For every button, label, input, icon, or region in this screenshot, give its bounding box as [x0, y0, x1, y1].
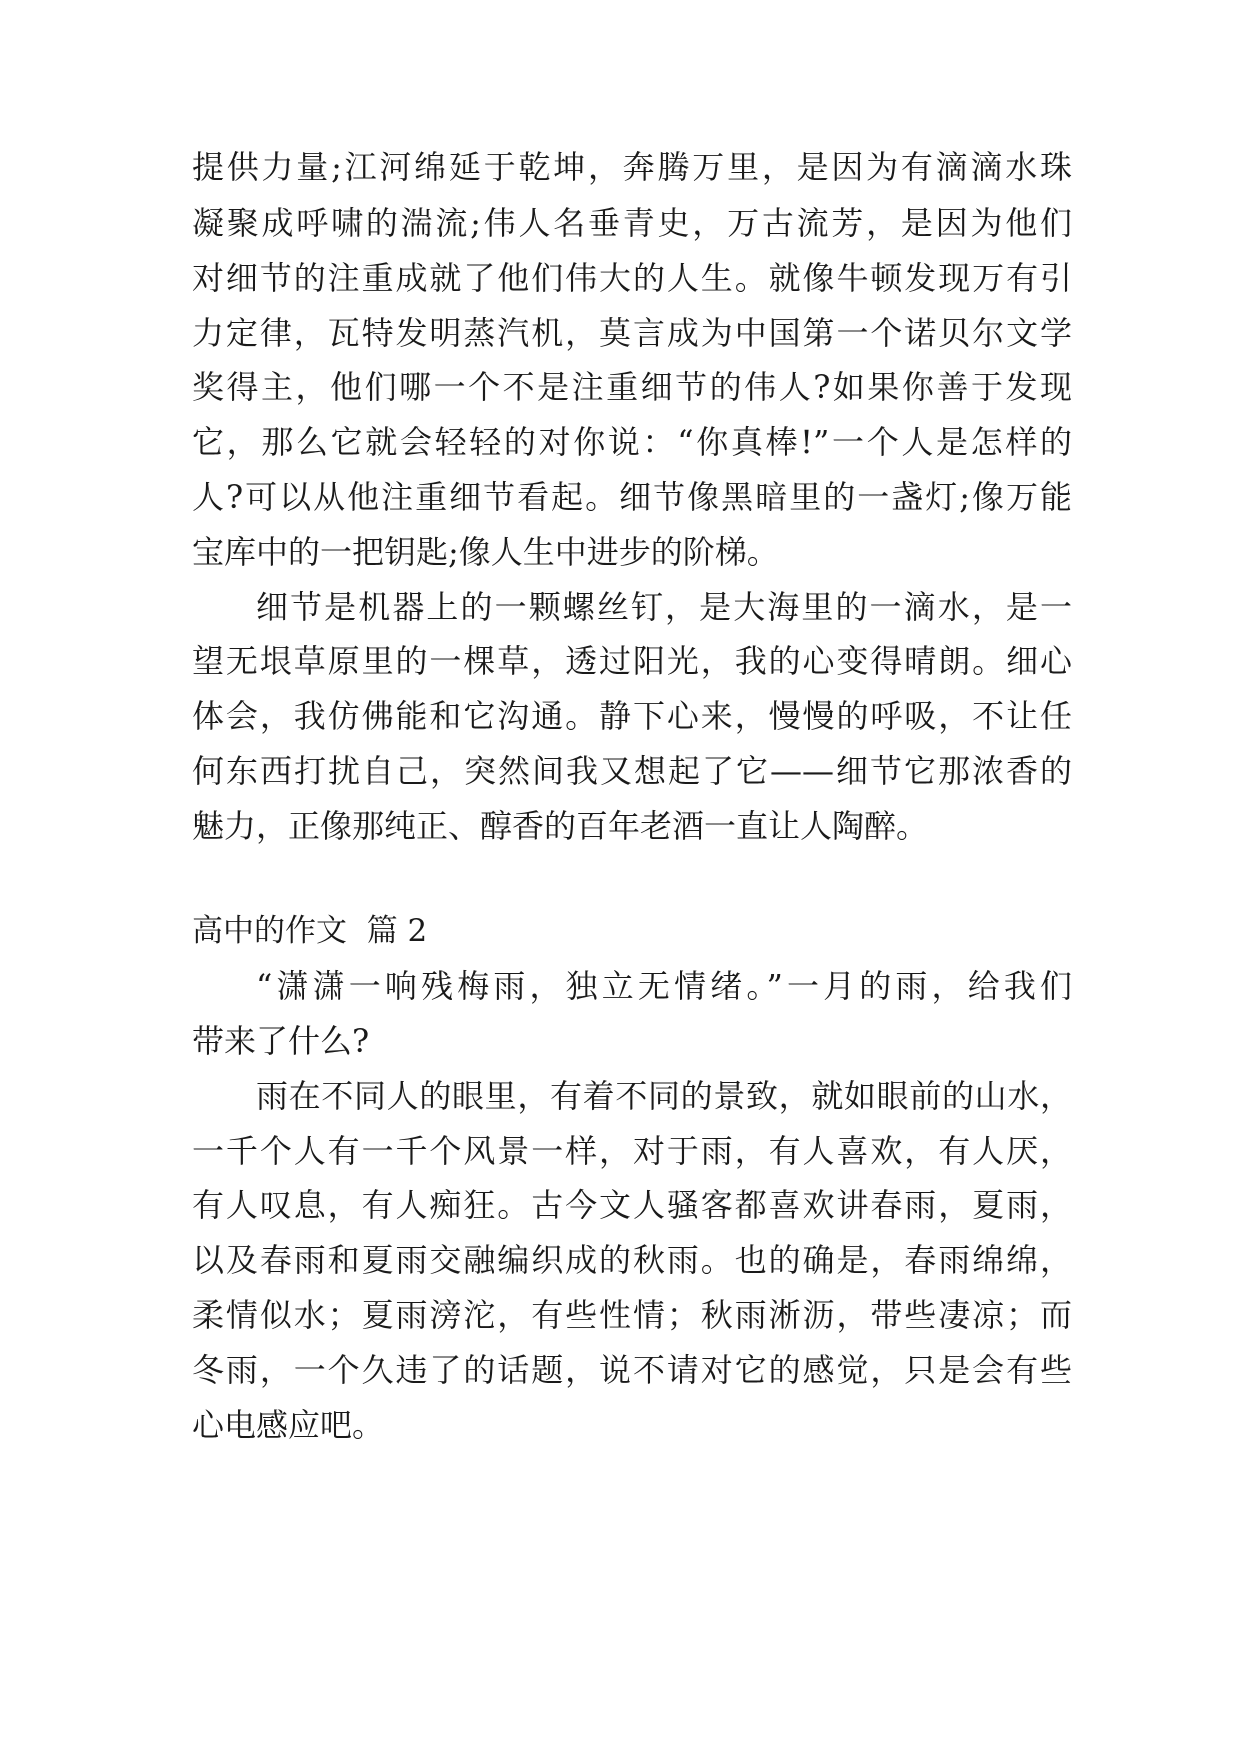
text-line: 雨在不同人的眼里，有着不同的景致，就如眼前的山水， — [256, 1077, 1072, 1115]
text-line: 有人叹息，有人痴狂。古今文人骚客都喜欢讲春雨，夏雨， — [192, 1186, 1072, 1224]
text-line: 魅力，正像那纯正、醇香的百年老酒一直让人陶醉。 — [192, 807, 929, 845]
text-line: 冬雨，一个久违了的话题，说不请对它的感觉，只是会有些 — [192, 1351, 1072, 1389]
text-line: 它，那么它就会轻轻的对你说：“你真棒!”一个人是怎样的 — [192, 423, 1072, 461]
text-line: 带来了什么? — [192, 1022, 370, 1060]
text-line: 何东西打扰自己，突然间我又想起了它——细节它那浓香的 — [192, 752, 1072, 790]
text-line: 人?可以从他注重细节看起。细节像黑暗里的一盏灯;像万能 — [192, 478, 1072, 516]
text-line: 望无垠草原里的一棵草，透过阳光，我的心变得晴朗。细心 — [192, 642, 1072, 680]
text-line: 细节是机器上的一颗螺丝钉，是大海里的一滴水，是一 — [256, 588, 1072, 626]
text-line: 力定律，瓦特发明蒸汽机，莫言成为中国第一个诺贝尔文学 — [192, 314, 1072, 352]
text-line: 心电感应吧。 — [192, 1406, 385, 1444]
text-line: 体会，我仿佛能和它沟通。静下心来，慢慢的呼吸，不让任 — [192, 697, 1072, 735]
text-line: 凝聚成呼啸的湍流;伟人名垂青史，万古流芳，是因为他们 — [192, 204, 1072, 242]
text-line: 以及春雨和夏雨交融编织成的秋雨。也的确是，春雨绵绵， — [192, 1241, 1072, 1279]
section-heading: 高中的作文 篇 2 — [192, 913, 428, 949]
text-line: 提供力量;江河绵延于乾坤，奔腾万里，是因为有滴滴水珠 — [192, 148, 1072, 186]
text-line: 对细节的注重成就了他们伟大的人生。就像牛顿发现万有引 — [192, 259, 1072, 297]
text-line: 柔情似水；夏雨滂沱，有些性情；秋雨淅沥，带些凄凉；而 — [192, 1296, 1072, 1334]
text-line: 宝库中的一把钥匙;像人生中进步的阶梯。 — [192, 533, 779, 571]
text-line: “潇潇一响残梅雨，独立无情绪。”一月的雨，给我们 — [256, 967, 1072, 1005]
text-line: 一千个人有一千个风景一样，对于雨，有人喜欢，有人厌， — [192, 1132, 1072, 1170]
text-line: 奖得主，他们哪一个不是注重细节的伟人?如果你善于发现 — [192, 368, 1072, 406]
